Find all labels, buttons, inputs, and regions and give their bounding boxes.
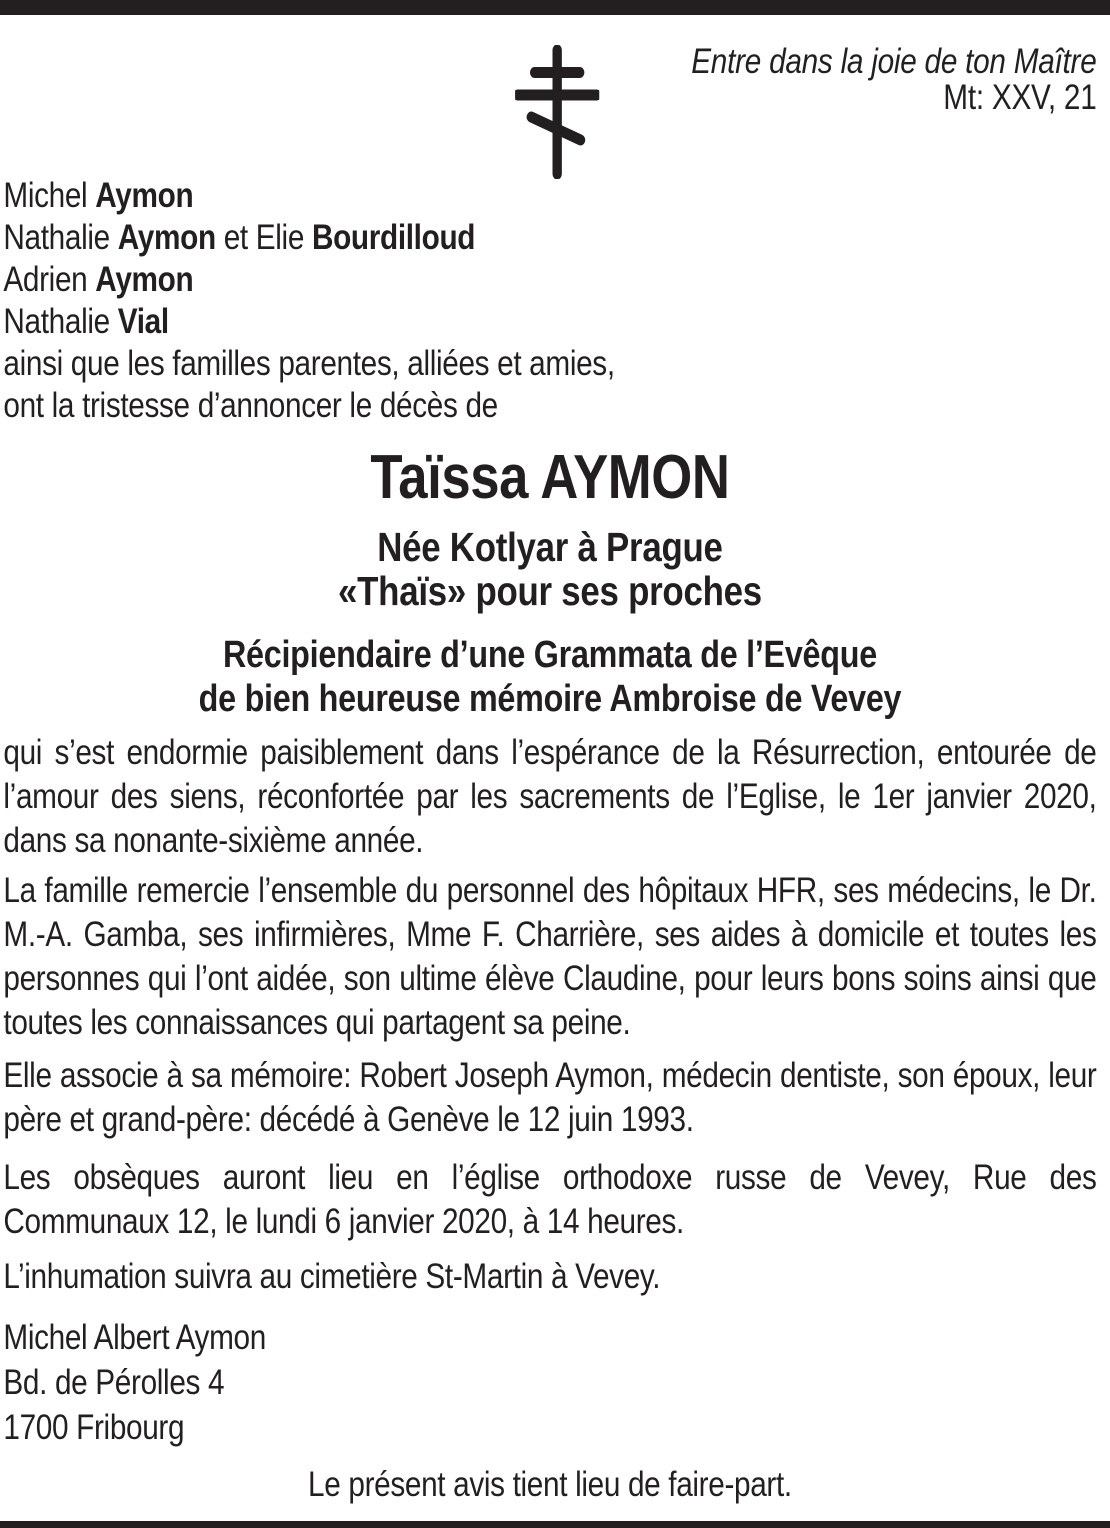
announcer-first-name: Nathalie	[3, 302, 118, 341]
announcer-first-name: Michel	[3, 176, 96, 215]
paragraph-thanks: La famille remercie l’ensemble du personnel des hôpitaux HFR, ses médecins, le Dr. M.-A. Gamba, ses infirmières, Mme F. Charrière, ses aides à domicile et toutes les personnes qui l’ont aidée, son ultime élève Claudine, pour leurs bons soins ainsi que toutes les connaissances qui partagent sa peine.	[3, 871, 1097, 1042]
announcer-first-name: Nathalie	[3, 218, 118, 257]
announcer-first-name: Adrien	[3, 260, 96, 299]
honor-line-1: Récipiendaire d’une Grammata de l’Evêque	[222, 634, 877, 676]
epigraph	[691, 44, 1096, 116]
contact-street: Bd. de Pérolles 4	[3, 1363, 225, 1402]
announcer-last-name: Bourdilloud	[311, 218, 476, 257]
honor-block	[3, 633, 1096, 721]
announcer-last-name: Aymon	[95, 260, 194, 299]
announcer-last-name: Aymon	[95, 176, 194, 215]
nickname-line: «Thaïs» pour ses proches	[338, 568, 762, 614]
announcer-conjunction: et Elie	[215, 218, 312, 257]
orthodox-cross-icon	[515, 45, 599, 179]
paragraph-passing: qui s’est endormie paisiblement dans l’espérance de la Résurrection, entourée de l’amour des siens, réconfortée par les sacrements de l’Eglise, le 1er janvier 2020, dans sa nonante-sixième année.	[3, 733, 1097, 860]
announcer-line	[3, 175, 1096, 217]
legal-notice-line: Le présent avis tient lieu de faire-part.	[308, 1465, 792, 1504]
paragraph-memory: Elle associe à sa mémoire: Robert Joseph Aymon, médecin dentiste, son époux, leur père et grand-père: décédé à Genève le 12 juin 1993.	[3, 1056, 1097, 1139]
epigraph-quote: Entre dans la joie de ton Maître	[691, 42, 1097, 81]
families-line: ainsi que les familles parentes, alliées et amies,	[3, 344, 615, 383]
bottom-rule-bar	[0, 1521, 1110, 1528]
announcer-line	[3, 217, 1096, 259]
birth-name-line: Née Kotlyar à Prague	[377, 524, 723, 570]
announcer-last-name: Aymon	[117, 218, 216, 257]
top-rule-bar	[0, 0, 1110, 15]
announcer-last-name: Vial	[117, 302, 169, 341]
honor-line-2: de bien heureuse mémoire Ambroise de Vevey	[198, 678, 902, 720]
announcers-block	[3, 175, 1096, 427]
paragraph-burial: L’inhumation suivra au cimetière St-Martin à Vevey.	[3, 1257, 661, 1296]
notice-header	[3, 15, 1096, 175]
contact-block	[3, 1315, 1096, 1450]
announcement-line: ont la tristesse d’annoncer le décès de	[3, 386, 498, 425]
contact-city: 1700 Fribourg	[3, 1408, 185, 1447]
announcer-line	[3, 259, 1096, 301]
announcer-line	[3, 301, 1096, 343]
deceased-name: Taïssa AYMON	[370, 443, 730, 512]
epigraph-reference: Mt: XXV, 21	[943, 78, 1097, 117]
paragraph-funeral: Les obsèques auront lieu en l’église orthodoxe russe de Vevey, Rue des Communaux 12, le lundi 6 janvier 2020, à 14 heures.	[3, 1158, 1097, 1241]
notice-content	[0, 15, 1110, 1507]
contact-name: Michel Albert Aymon	[3, 1318, 266, 1357]
